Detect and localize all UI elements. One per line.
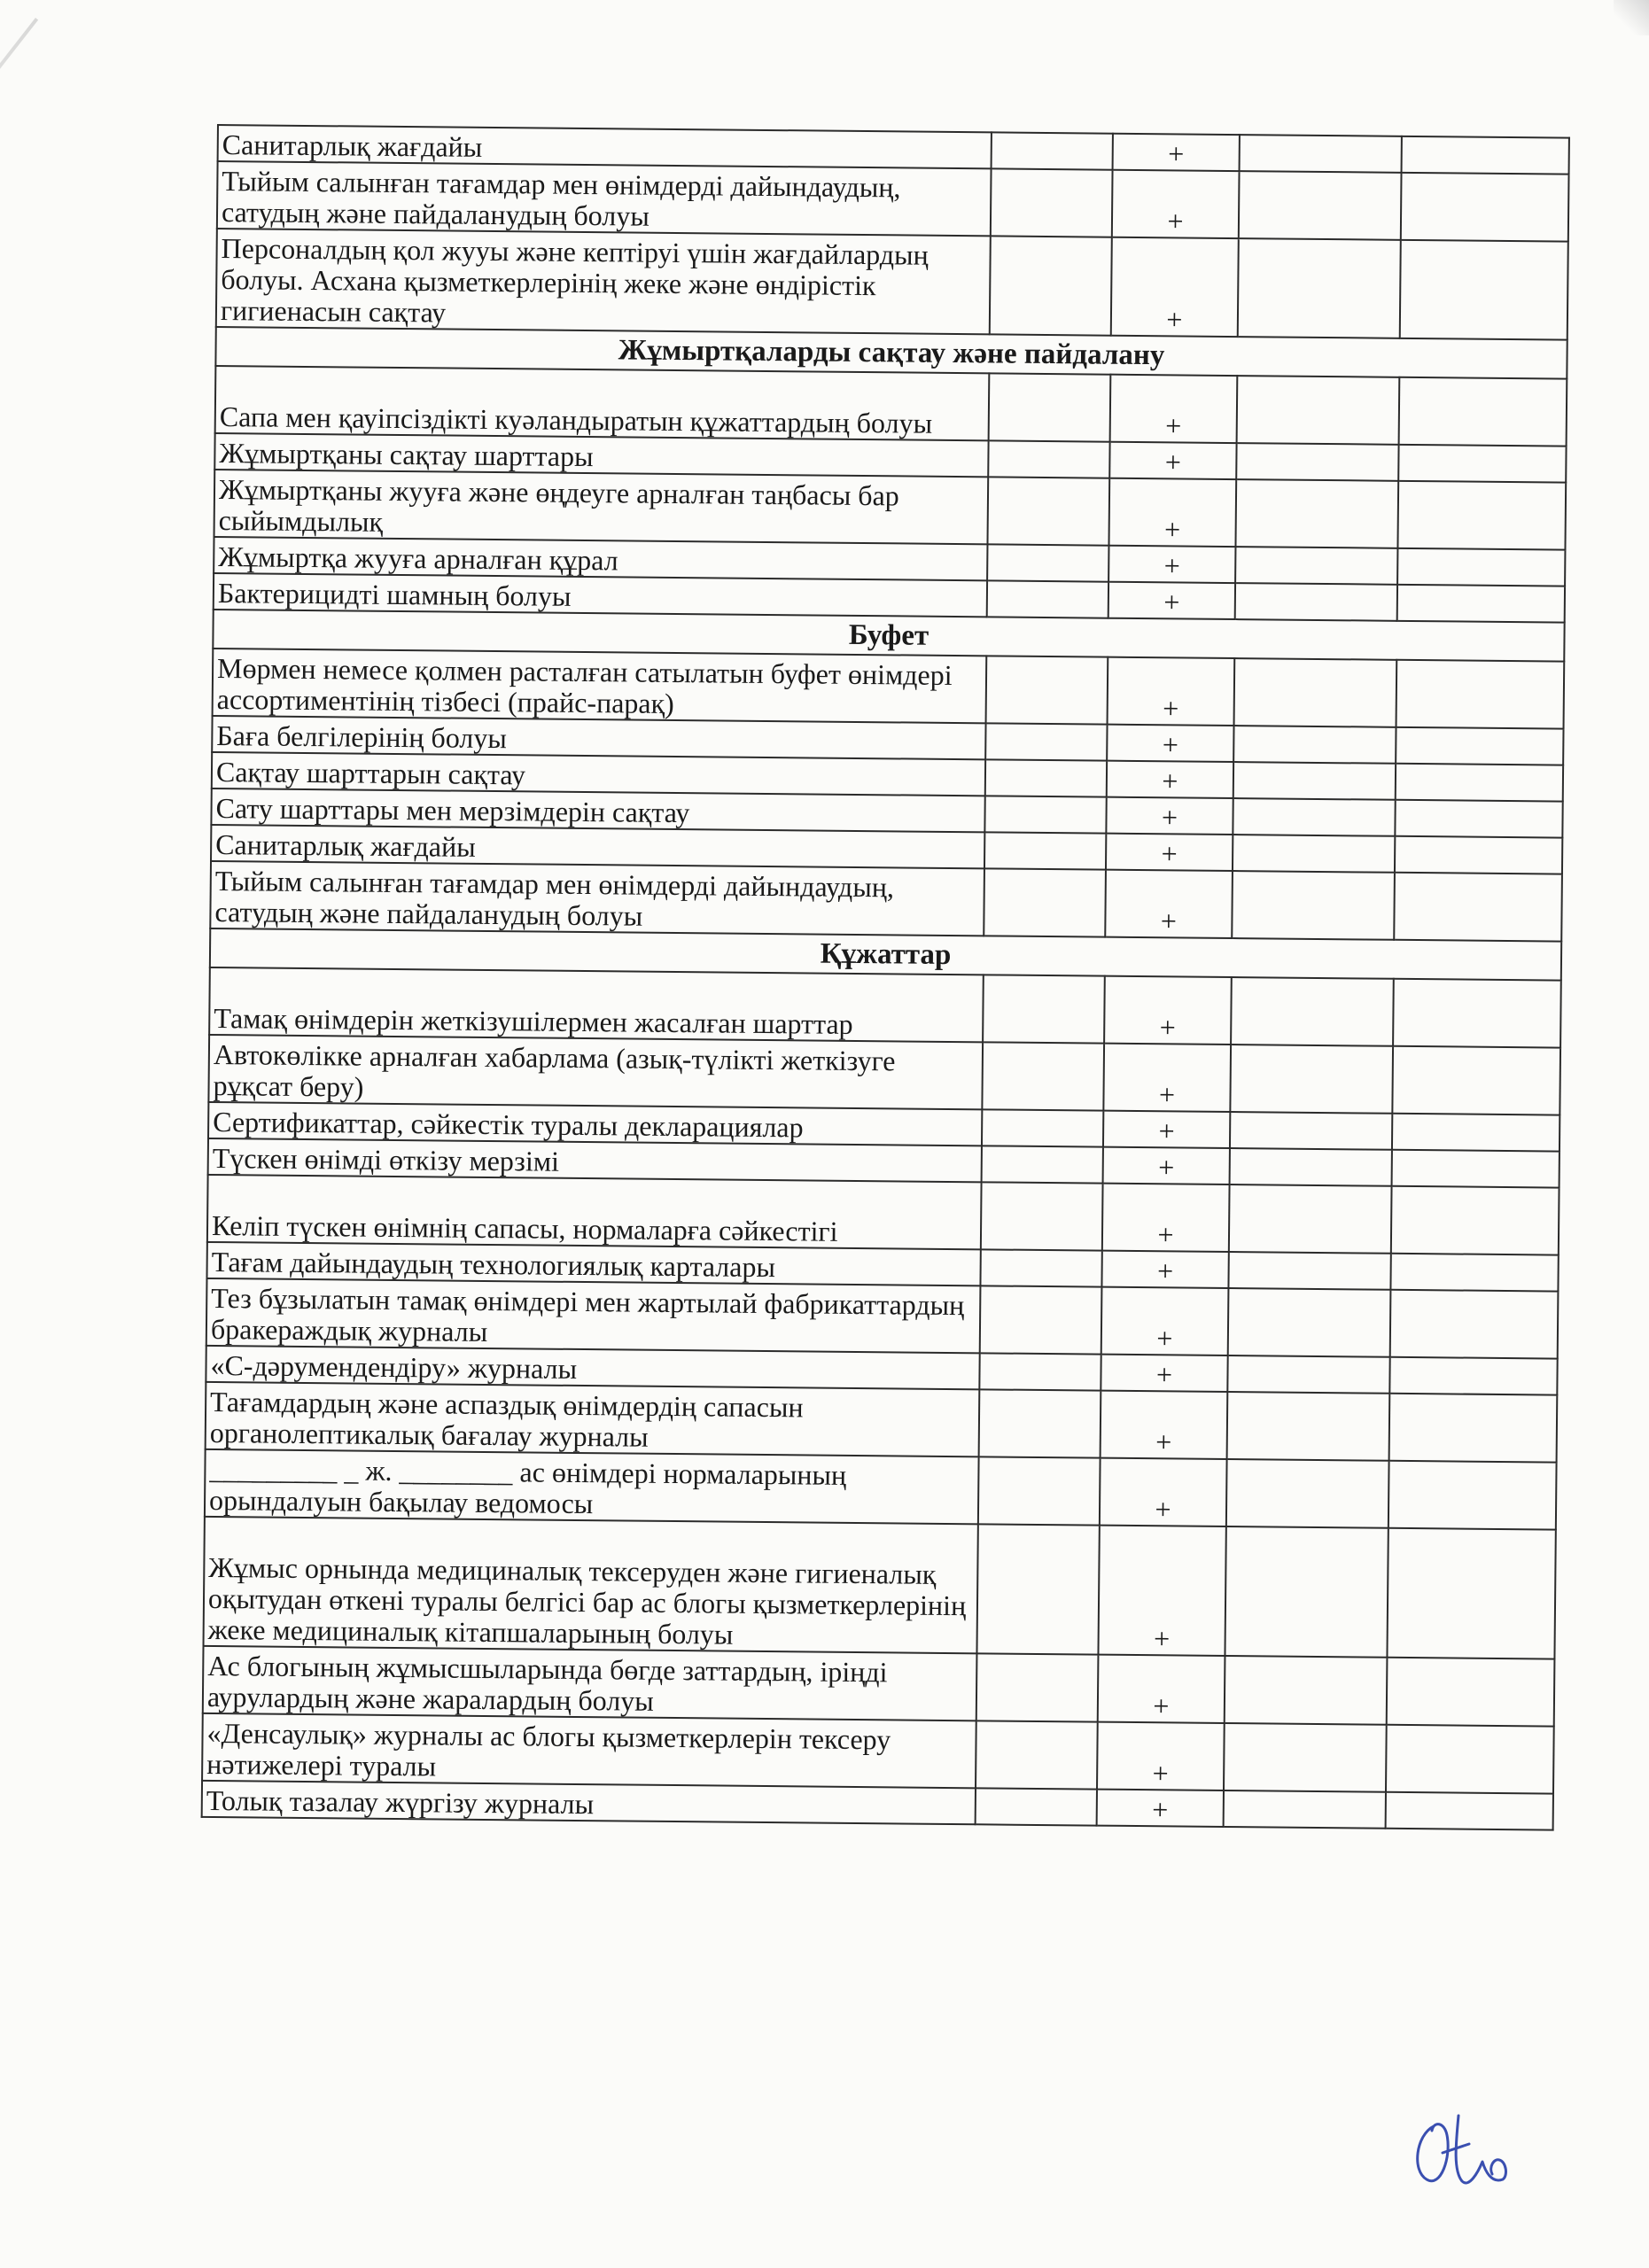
mark-cell: + [1108, 657, 1235, 726]
empty-cell-1 [991, 168, 1113, 237]
mark-cell: + [1104, 976, 1232, 1045]
criterion-cell: Жұмыртқаны жууға және өңдеуге арналған таңбасы бар сыйымдылық [214, 470, 989, 544]
empty-cell-2 [1225, 1656, 1388, 1725]
empty-cell-1 [984, 832, 1106, 869]
criterion-cell: Толық тазалау жүргізу журналы [202, 1781, 976, 1824]
empty-cell-2 [1239, 171, 1402, 240]
empty-cell-3 [1389, 1357, 1557, 1395]
mark-cell: + [1113, 134, 1240, 171]
empty-cell-3 [1391, 1186, 1560, 1255]
mark-cell: + [1105, 870, 1233, 938]
empty-cell-3 [1388, 1461, 1557, 1530]
checklist-row [215, 366, 1567, 447]
mark-cell: + [1101, 1355, 1227, 1392]
empty-cell-3 [1392, 1114, 1560, 1152]
empty-cell-3 [1386, 1725, 1554, 1794]
empty-cell-1 [989, 373, 1111, 441]
mark-cell: + [1103, 1147, 1230, 1184]
handwritten-signature [1407, 2109, 1513, 2193]
checklist-row [210, 861, 1562, 942]
empty-cell-2 [1224, 1790, 1386, 1829]
empty-cell-3 [1390, 1290, 1559, 1359]
section-title: Буфет [213, 610, 1564, 662]
mark-cell: + [1106, 834, 1233, 871]
mark-cell: + [1108, 546, 1235, 583]
mark-cell: + [1107, 725, 1233, 762]
mark-cell: + [1112, 170, 1240, 238]
empty-cell-1 [976, 1720, 1098, 1789]
empty-cell-3 [1396, 660, 1565, 729]
checklist-row [214, 470, 1567, 550]
empty-cell-1 [980, 1285, 1102, 1354]
checklist-row [202, 1713, 1554, 1794]
criterion-cell: Тағам дайындаудың технологиялық карталары [206, 1242, 980, 1285]
empty-cell-2 [1233, 798, 1395, 836]
mark-cell: + [1111, 237, 1239, 337]
empty-cell-2 [1230, 1045, 1393, 1114]
empty-cell-3 [1397, 548, 1565, 586]
criterion-cell: Бактерицидті шамның болуы [214, 573, 987, 617]
empty-cell-1 [984, 796, 1106, 833]
empty-cell-2 [1231, 977, 1394, 1046]
mark-cell: + [1101, 1251, 1228, 1288]
empty-cell-2 [1240, 135, 1402, 173]
criterion-cell: Тыйым салынған тағамдар мен өнімдерді дайындаудың, сатудың және пайдаланудың болуы [217, 161, 992, 236]
empty-cell-1 [985, 759, 1107, 796]
criterion-cell: Ас блогының жұмысшыларында бөгде заттардың, іріңді аурулардың және жаралардың болуы [203, 1646, 977, 1720]
empty-cell-3 [1398, 445, 1566, 483]
empty-cell-2 [1227, 1392, 1390, 1461]
checklist-row [213, 649, 1565, 729]
empty-cell-1 [979, 1389, 1101, 1457]
empty-cell-1 [982, 1109, 1103, 1146]
empty-cell-3 [1386, 1792, 1553, 1830]
empty-cell-1 [976, 1524, 1099, 1654]
mark-cell: + [1107, 761, 1233, 798]
empty-cell-2 [1228, 1288, 1391, 1357]
empty-cell-1 [983, 975, 1105, 1043]
empty-cell-1 [986, 656, 1108, 724]
section-title: Жұмыртқаларды сақтау және пайдалану [215, 327, 1567, 379]
mark-cell: + [1103, 1111, 1230, 1148]
criterion-cell: Баға белгілерінің болуы [212, 716, 985, 759]
inspection-checklist-table [201, 124, 1570, 1831]
mark-cell: + [1102, 1184, 1230, 1252]
empty-cell-3 [1396, 727, 1563, 765]
empty-cell-1 [987, 544, 1108, 581]
checklist-row [208, 1035, 1560, 1115]
empty-cell-1 [982, 1146, 1103, 1183]
mark-cell: + [1110, 375, 1238, 443]
empty-cell-1 [976, 1788, 1097, 1825]
mark-cell: + [1103, 1044, 1231, 1112]
empty-cell-1 [979, 1353, 1101, 1390]
criterion-cell: Жұмыртқа жууға арналған құрал [214, 537, 987, 580]
empty-cell-2 [1229, 1184, 1392, 1254]
empty-cell-3 [1399, 377, 1567, 447]
empty-cell-3 [1390, 1254, 1558, 1292]
empty-cell-1 [984, 868, 1106, 936]
empty-cell-1 [981, 1182, 1103, 1250]
mark-cell: + [1101, 1287, 1229, 1355]
criterion-cell: Сақтау шарттарын сақтау [212, 752, 985, 796]
criterion-cell: «С-дәрумендендіру» журналы [206, 1346, 979, 1389]
mark-cell: + [1108, 582, 1235, 619]
mark-cell: + [1106, 797, 1233, 835]
empty-cell-3 [1387, 1658, 1555, 1727]
empty-cell-2 [1230, 1112, 1392, 1150]
empty-cell-3 [1389, 1394, 1558, 1463]
checklist-row [209, 967, 1561, 1048]
criterion-cell: Сапа мен қауіпсіздікті куәландыратын құжаттардың болуы [215, 366, 990, 440]
empty-cell-3 [1400, 240, 1568, 340]
criterion-cell: Жұмыртқаны сақтау шарттары [214, 433, 988, 477]
empty-cell-2 [1233, 726, 1396, 764]
criterion-cell: Сату шарттары мен мерзімдерін сақтау [211, 788, 984, 832]
empty-cell-2 [1227, 1355, 1389, 1394]
criterion-cell: Санитарлық жағдайы [218, 125, 992, 168]
checklist-row [204, 1517, 1556, 1659]
empty-cell-1 [988, 440, 1109, 478]
criterion-cell: Тыйым салынған тағамдар мен өнімдерді дайындаудың, сатудың және пайдаланудың болуы [210, 861, 984, 936]
criterion-cell: Мөрмен немесе қолмен расталған сатылатын буфет өнімдері ассортиментінің тізбесі (прайс-парақ) [213, 649, 987, 723]
checklist-row [203, 1646, 1555, 1727]
empty-cell-1 [990, 236, 1112, 335]
empty-cell-3 [1395, 836, 1562, 874]
criterion-cell: _________ _ ж. ________ ас өнімдері нормаларының орындалуын бақылау ведомосы [205, 1449, 979, 1524]
criterion-cell: Персоналдың қол жууы және кептіруі үшін жағдайлардың болуы. Асхана қызметкерлерінің жеке және өндірістік гигиенасын сақтау [216, 229, 991, 334]
empty-cell-2 [1232, 871, 1395, 940]
empty-cell-2 [1226, 1459, 1389, 1528]
criterion-cell: Санитарлық жағдайы [211, 825, 984, 868]
empty-cell-2 [1235, 479, 1398, 548]
criterion-cell: Тағамдардың және аспаздық өнімдердің сапасын органолептикалық бағалау журналы [206, 1382, 980, 1456]
checklist-row [206, 1382, 1558, 1463]
empty-cell-3 [1396, 764, 1563, 802]
mark-cell: + [1097, 1722, 1225, 1790]
empty-cell-3 [1401, 173, 1569, 242]
mark-cell: + [1097, 1790, 1224, 1827]
empty-cell-1 [978, 1456, 1101, 1525]
empty-cell-1 [976, 1653, 1099, 1721]
checklist-row [207, 1175, 1560, 1255]
empty-cell-2 [1228, 1252, 1390, 1290]
empty-cell-2 [1233, 835, 1395, 873]
empty-cell-1 [985, 723, 1107, 760]
empty-cell-2 [1238, 238, 1401, 338]
empty-cell-2 [1235, 583, 1397, 621]
empty-cell-3 [1397, 481, 1566, 550]
mark-cell: + [1101, 1391, 1228, 1459]
empty-cell-3 [1392, 1046, 1560, 1115]
empty-cell-1 [987, 477, 1109, 545]
criterion-cell: Келіп түскен өнімнің сапасы, нормаларға сәйкестігі [207, 1175, 982, 1249]
empty-cell-2 [1235, 547, 1397, 585]
mark-cell: + [1098, 1526, 1225, 1656]
criterion-cell: Сертификаттар, сәйкестік туралы декларациялар [208, 1102, 982, 1146]
empty-cell-1 [982, 1042, 1104, 1110]
empty-cell-2 [1237, 376, 1400, 445]
criterion-cell: Автокөлікке арналған хабарлама (азық-түлікті жеткізуге рұқсат беру) [208, 1035, 983, 1109]
mark-cell: + [1108, 478, 1236, 547]
mark-cell: + [1109, 442, 1236, 479]
page-corner-shadow [1614, 0, 1649, 35]
checklist-row [216, 229, 1568, 340]
empty-cell-3 [1397, 585, 1565, 623]
empty-cell-3 [1395, 800, 1562, 838]
mark-cell: + [1100, 1458, 1227, 1526]
criterion-cell: Тез бұзылатын тамақ өнімдері мен жартылай фабрикаттардың бракераждық журналы [206, 1278, 981, 1353]
empty-cell-3 [1402, 136, 1569, 175]
empty-cell-3 [1394, 873, 1562, 942]
scan-edge-line [0, 18, 38, 181]
empty-cell-1 [992, 132, 1113, 169]
empty-cell-1 [987, 580, 1108, 617]
criterion-cell: Тамақ өнімдерін жеткізушілермен жасалған шарттар [209, 967, 984, 1042]
empty-cell-3 [1392, 1150, 1560, 1188]
empty-cell-2 [1224, 1723, 1387, 1792]
empty-cell-2 [1234, 658, 1397, 727]
checklist-row [206, 1278, 1559, 1359]
empty-cell-3 [1393, 979, 1561, 1048]
empty-cell-2 [1236, 443, 1398, 481]
criterion-cell: «Денсаулық» журналы ас блогы қызметкерлерін тексеру нәтижелері туралы [202, 1713, 976, 1788]
empty-cell-2 [1230, 1148, 1392, 1186]
checklist-row [205, 1449, 1557, 1530]
criterion-cell: Жұмыс орнында медициналық тексеруден және гигиеналық оқытудан өткені туралы белгісі бар ас блогы қызметкерлерінің жеке медициналық кітапшаларының болуы [204, 1517, 978, 1653]
criterion-cell: Түскен өнімді өткізу мерзімі [208, 1138, 982, 1182]
empty-cell-3 [1387, 1528, 1555, 1659]
empty-cell-1 [980, 1249, 1101, 1286]
section-title: Құжаттар [210, 928, 1561, 981]
checklist-row [217, 161, 1569, 242]
mark-cell: + [1098, 1655, 1225, 1723]
empty-cell-2 [1225, 1526, 1388, 1658]
empty-cell-2 [1233, 762, 1396, 800]
